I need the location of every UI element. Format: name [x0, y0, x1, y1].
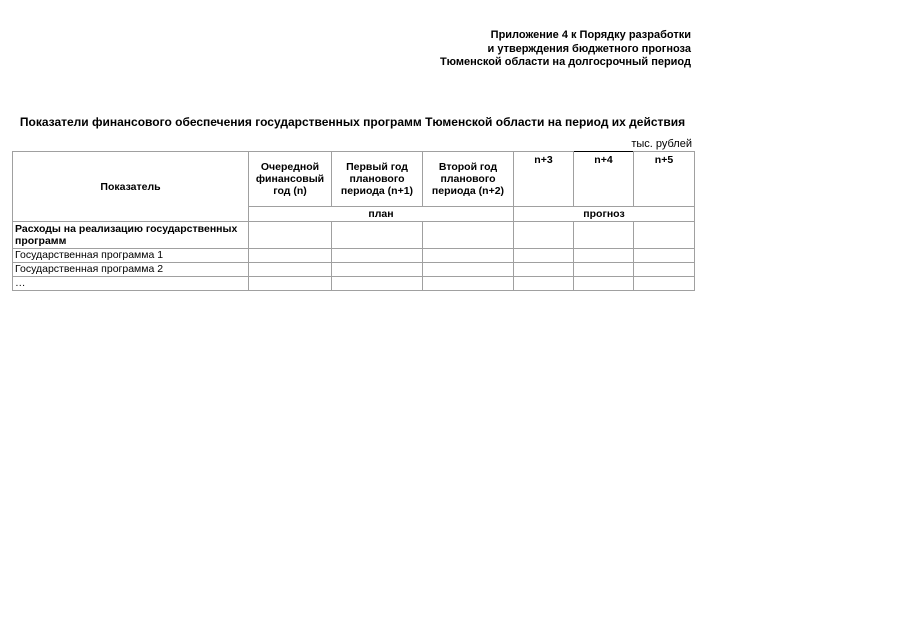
group-plan: план: [249, 207, 514, 222]
table-cell: [332, 222, 423, 249]
table-row: [13, 249, 695, 263]
header-year-n1: Первый год планового периода (n+1): [332, 152, 423, 207]
header-indicator: Показатель: [13, 152, 249, 222]
header-n5: n+5: [634, 152, 695, 207]
header-year-n2: Второй год планового периода (n+2): [423, 152, 514, 207]
table-row: [13, 222, 695, 249]
row-label-total: Расходы на реализацию государственных программ: [13, 222, 249, 249]
table-cell: [634, 222, 695, 249]
group-forecast: прогноз: [514, 207, 695, 222]
table-cell: [332, 277, 423, 291]
table-cell: [574, 263, 634, 277]
table-cell: [423, 249, 514, 263]
table-cell: [332, 249, 423, 263]
appendix-note: [291, 29, 691, 70]
table-cell: [514, 222, 574, 249]
table-row: [13, 277, 695, 291]
table-cell: [514, 249, 574, 263]
table-cell: [249, 249, 332, 263]
header-n3: n+3: [514, 152, 574, 207]
row-label-program-2: Государственная программа 2: [13, 263, 249, 277]
table-row: [13, 263, 695, 277]
table-cell: [249, 263, 332, 277]
row-label-program-1: Государственная программа 1: [13, 249, 249, 263]
table-cell: [574, 222, 634, 249]
document-title: Показатели финансового обеспечения государственных программ Тюменской области на период их действия: [19, 115, 686, 129]
row-label-ellipsis: …: [13, 277, 249, 291]
financing-table: [12, 151, 695, 291]
table-cell: [249, 277, 332, 291]
table-cell: [423, 222, 514, 249]
header-year-n: Очередной финансовый год (n): [249, 152, 332, 207]
table-cell: [634, 263, 695, 277]
units-label: тыс. рублей: [631, 138, 692, 150]
table-cell: [332, 263, 423, 277]
table-header-row: [13, 152, 695, 207]
table-cell: [574, 249, 634, 263]
table-cell: [634, 277, 695, 291]
table-cell: [574, 277, 634, 291]
header-n4: n+4: [574, 152, 634, 207]
appendix-line-3: Тюменской области на долгосрочный период: [440, 56, 691, 68]
table-cell: [249, 222, 332, 249]
table-cell: [423, 263, 514, 277]
appendix-line-1: Приложение 4 к Порядку разработки: [490, 29, 691, 41]
table-cell: [514, 263, 574, 277]
table-cell: [634, 249, 695, 263]
table-cell: [423, 277, 514, 291]
table-cell: [514, 277, 574, 291]
appendix-line-2: и утверждения бюджетного прогноза: [487, 42, 691, 55]
